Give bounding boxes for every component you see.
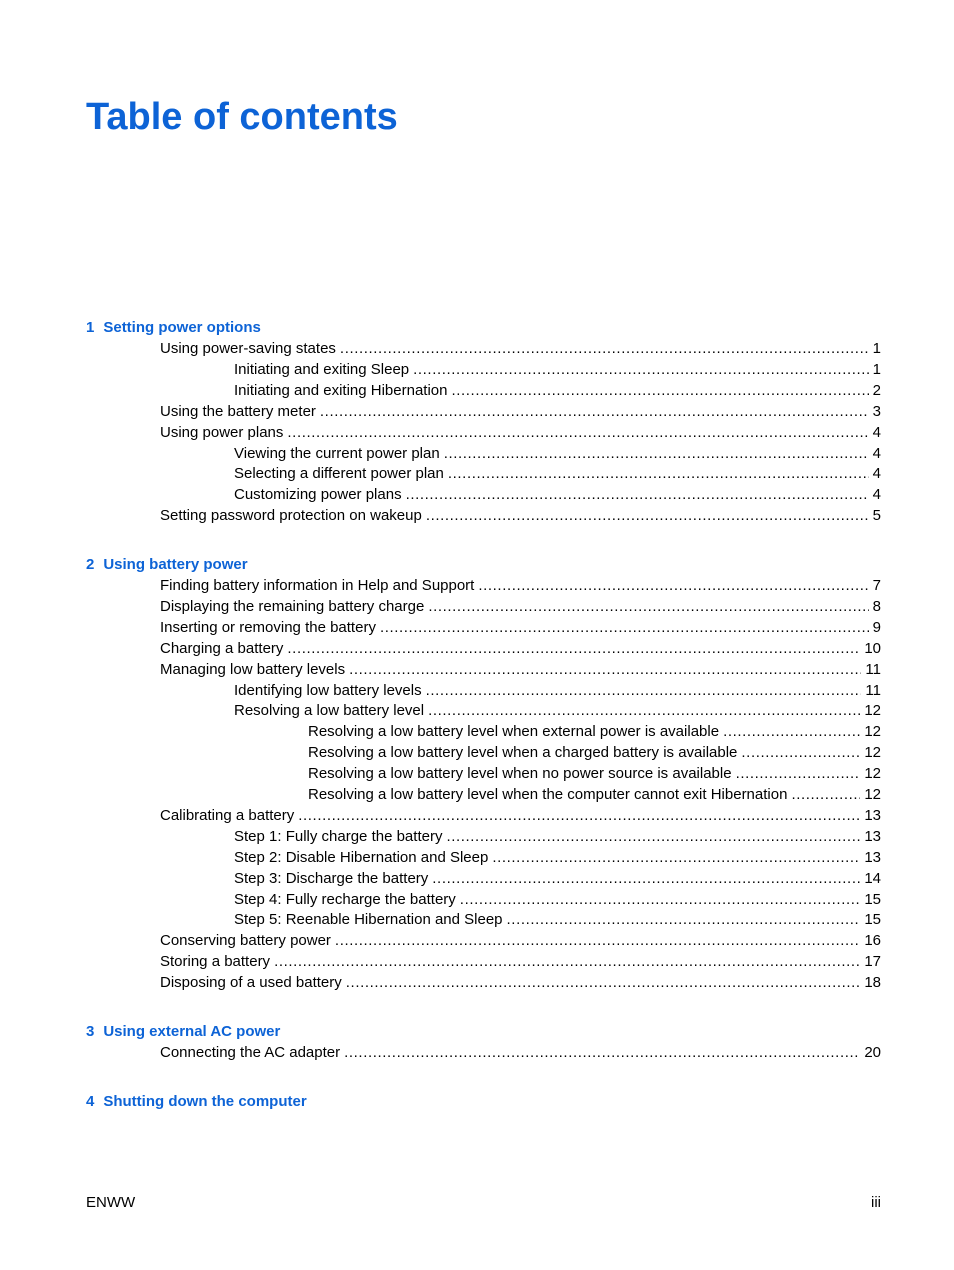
toc-entry-page: 14: [864, 869, 881, 887]
toc-entry[interactable]: [234, 826, 881, 847]
footer-left: ENWW: [86, 1194, 136, 1211]
toc-entry-page: 20: [864, 1044, 881, 1061]
dot-leader: [492, 847, 860, 868]
toc-entry[interactable]: [308, 784, 881, 805]
toc-entry-label: Initiating and exiting Hibernation: [234, 381, 448, 399]
dot-leader: [723, 721, 860, 742]
toc-entry-page: 13: [864, 806, 881, 824]
toc-entry-label: Inserting or removing the battery: [160, 618, 376, 636]
dot-leader: [432, 868, 860, 889]
dot-leader: [335, 930, 860, 951]
dot-leader: [346, 972, 861, 993]
dot-leader: [344, 1042, 860, 1063]
toc-entry[interactable]: [234, 463, 881, 484]
toc-entry-label: Step 2: Disable Hibernation and Sleep: [234, 848, 489, 866]
dot-leader: [451, 380, 868, 401]
toc-entry[interactable]: [160, 951, 881, 972]
dot-leader: [428, 596, 868, 617]
toc-entry-label: Using power-saving states: [160, 340, 336, 357]
toc-entry[interactable]: [308, 763, 881, 784]
toc-entry-page: 13: [864, 848, 881, 866]
chapter-heading[interactable]: [86, 1021, 280, 1042]
chapter-number: 3: [86, 1023, 95, 1040]
dot-leader: [287, 638, 860, 659]
dot-leader: [444, 443, 869, 464]
toc-entry[interactable]: [308, 742, 881, 763]
dot-leader: [478, 575, 868, 596]
toc-entry[interactable]: [234, 847, 881, 868]
chapter-heading[interactable]: [86, 1091, 307, 1112]
toc-entry-label: Customizing power plans: [234, 486, 402, 504]
toc-entry[interactable]: [160, 575, 881, 596]
dot-leader: [298, 805, 860, 826]
dot-leader: [340, 338, 869, 359]
chapter-heading[interactable]: [86, 317, 261, 338]
dot-leader: [428, 700, 860, 721]
toc-entry[interactable]: [234, 443, 881, 464]
toc-entry-label: Viewing the current power plan: [234, 444, 440, 462]
toc-entry-label: Using power plans: [160, 423, 284, 441]
toc-entry[interactable]: [160, 505, 881, 526]
toc-entry[interactable]: [308, 721, 881, 742]
toc-entry-label: Selecting a different power plan: [234, 465, 444, 483]
toc-entry-page: 12: [864, 786, 881, 803]
dot-leader: [274, 951, 860, 972]
dot-leader: [349, 659, 861, 680]
toc-entry-label: Charging a battery: [160, 639, 284, 657]
toc-entry[interactable]: [160, 805, 881, 826]
toc-entry-page: 15: [864, 890, 881, 908]
toc-entry[interactable]: [160, 972, 881, 993]
dot-leader: [736, 763, 861, 784]
toc-entry-page: 11: [865, 681, 881, 699]
toc-entry-page: 1: [872, 340, 881, 357]
toc-entry-label: Resolving a low battery level: [234, 702, 425, 720]
toc-entry[interactable]: [234, 909, 881, 930]
toc-entry[interactable]: [234, 359, 881, 380]
toc-entry-label: Displaying the remaining battery charge: [160, 597, 425, 615]
toc-entry-page: 13: [864, 827, 881, 845]
toc-entry[interactable]: [160, 659, 881, 680]
toc-entry-page: 5: [872, 507, 881, 525]
chapter-title: Using battery power: [103, 556, 248, 573]
chapter-title: Setting power options: [103, 319, 261, 336]
toc-entry-page: 7: [872, 577, 881, 594]
toc-entry-page: 16: [864, 932, 881, 950]
toc-entry-label: Step 5: Reenable Hibernation and Sleep: [234, 911, 503, 929]
toc-entry-label: Resolving a low battery level when the computer cannot exit Hibernation: [308, 786, 788, 803]
dot-leader: [406, 484, 869, 505]
toc-entry-page: 18: [864, 974, 881, 992]
toc-entry-label: Step 1: Fully charge the battery: [234, 827, 443, 845]
toc-entry[interactable]: [234, 484, 881, 505]
dot-leader: [507, 909, 861, 930]
toc-entry-page: 12: [864, 702, 881, 720]
toc-entry-label: Connecting the AC adapter: [160, 1044, 341, 1061]
toc-entry[interactable]: [234, 680, 881, 701]
chapter-title: Shutting down the computer: [103, 1093, 307, 1110]
toc-entry-label: Initiating and exiting Sleep: [234, 360, 410, 378]
toc-entry-label: Step 3: Discharge the battery: [234, 869, 429, 887]
toc-entry-page: 4: [872, 444, 881, 462]
dot-leader: [426, 505, 869, 526]
toc-entry[interactable]: [160, 1042, 881, 1063]
toc-entry[interactable]: [160, 422, 881, 443]
toc-entry-page: 3: [872, 402, 881, 420]
chapter-heading[interactable]: [86, 554, 248, 575]
toc-entry-label: Using the battery meter: [160, 402, 316, 420]
toc-entry[interactable]: [234, 868, 881, 889]
toc-entry-label: Conserving battery power: [160, 932, 331, 950]
chapter-number: 2: [86, 556, 95, 573]
page-number: iii: [871, 1194, 881, 1211]
dot-leader: [426, 680, 862, 701]
toc-entry-page: 12: [864, 765, 881, 783]
toc-entry-page: 8: [872, 597, 881, 615]
page-title: Table of contents: [86, 96, 398, 138]
toc-entry[interactable]: [160, 617, 881, 638]
toc-entry[interactable]: [234, 889, 881, 910]
chapter-number: 4: [86, 1093, 95, 1110]
dot-leader: [320, 401, 869, 422]
dot-leader: [413, 359, 869, 380]
toc-entry-label: Resolving a low battery level when external power is available: [308, 723, 720, 741]
toc-entry-label: Storing a battery: [160, 953, 271, 971]
toc-entry-page: 2: [872, 381, 881, 399]
toc-entry[interactable]: [160, 638, 881, 659]
toc-entry-label: Resolving a low battery level when no power source is available: [308, 765, 732, 783]
toc-entry-page: 1: [872, 360, 881, 378]
toc-entry-label: Calibrating a battery: [160, 806, 295, 824]
dot-leader: [446, 826, 860, 847]
toc-entry-page: 12: [864, 744, 881, 762]
toc-entry[interactable]: [234, 700, 881, 721]
dot-leader: [380, 617, 869, 638]
dot-leader: [448, 463, 869, 484]
toc-entry-page: 4: [872, 465, 881, 483]
toc-entry-label: Finding battery information in Help and Support: [160, 577, 475, 594]
chapter-number: 1: [86, 319, 95, 336]
toc-entry[interactable]: [234, 380, 881, 401]
toc-entry-label: Identifying low battery levels: [234, 681, 422, 699]
toc-entry-page: 11: [865, 660, 881, 678]
chapter-title: Using external AC power: [103, 1023, 281, 1040]
dot-leader: [791, 784, 860, 805]
toc-entry-label: Step 4: Fully recharge the battery: [234, 890, 456, 908]
dot-leader: [741, 742, 860, 763]
toc-entry-page: 4: [872, 486, 881, 504]
toc-entry-page: 4: [872, 423, 881, 441]
toc-entry-label: Managing low battery levels: [160, 660, 346, 678]
toc-entry-page: 15: [864, 911, 881, 929]
toc-entry[interactable]: [160, 930, 881, 951]
toc-entry-page: 12: [864, 723, 881, 741]
dot-leader: [460, 889, 861, 910]
toc-entry-page: 17: [864, 953, 881, 971]
toc-entry[interactable]: [160, 338, 881, 359]
toc-entry[interactable]: [160, 596, 881, 617]
toc-entry-label: Setting password protection on wakeup: [160, 507, 422, 525]
toc-entry-page: 9: [872, 618, 881, 636]
dot-leader: [287, 422, 868, 443]
toc-entry-label: Resolving a low battery level when a charged battery is available: [308, 744, 738, 762]
toc-entry[interactable]: [160, 401, 881, 422]
toc-entry-label: Disposing of a used battery: [160, 974, 342, 992]
toc-entry-page: 10: [864, 639, 881, 657]
